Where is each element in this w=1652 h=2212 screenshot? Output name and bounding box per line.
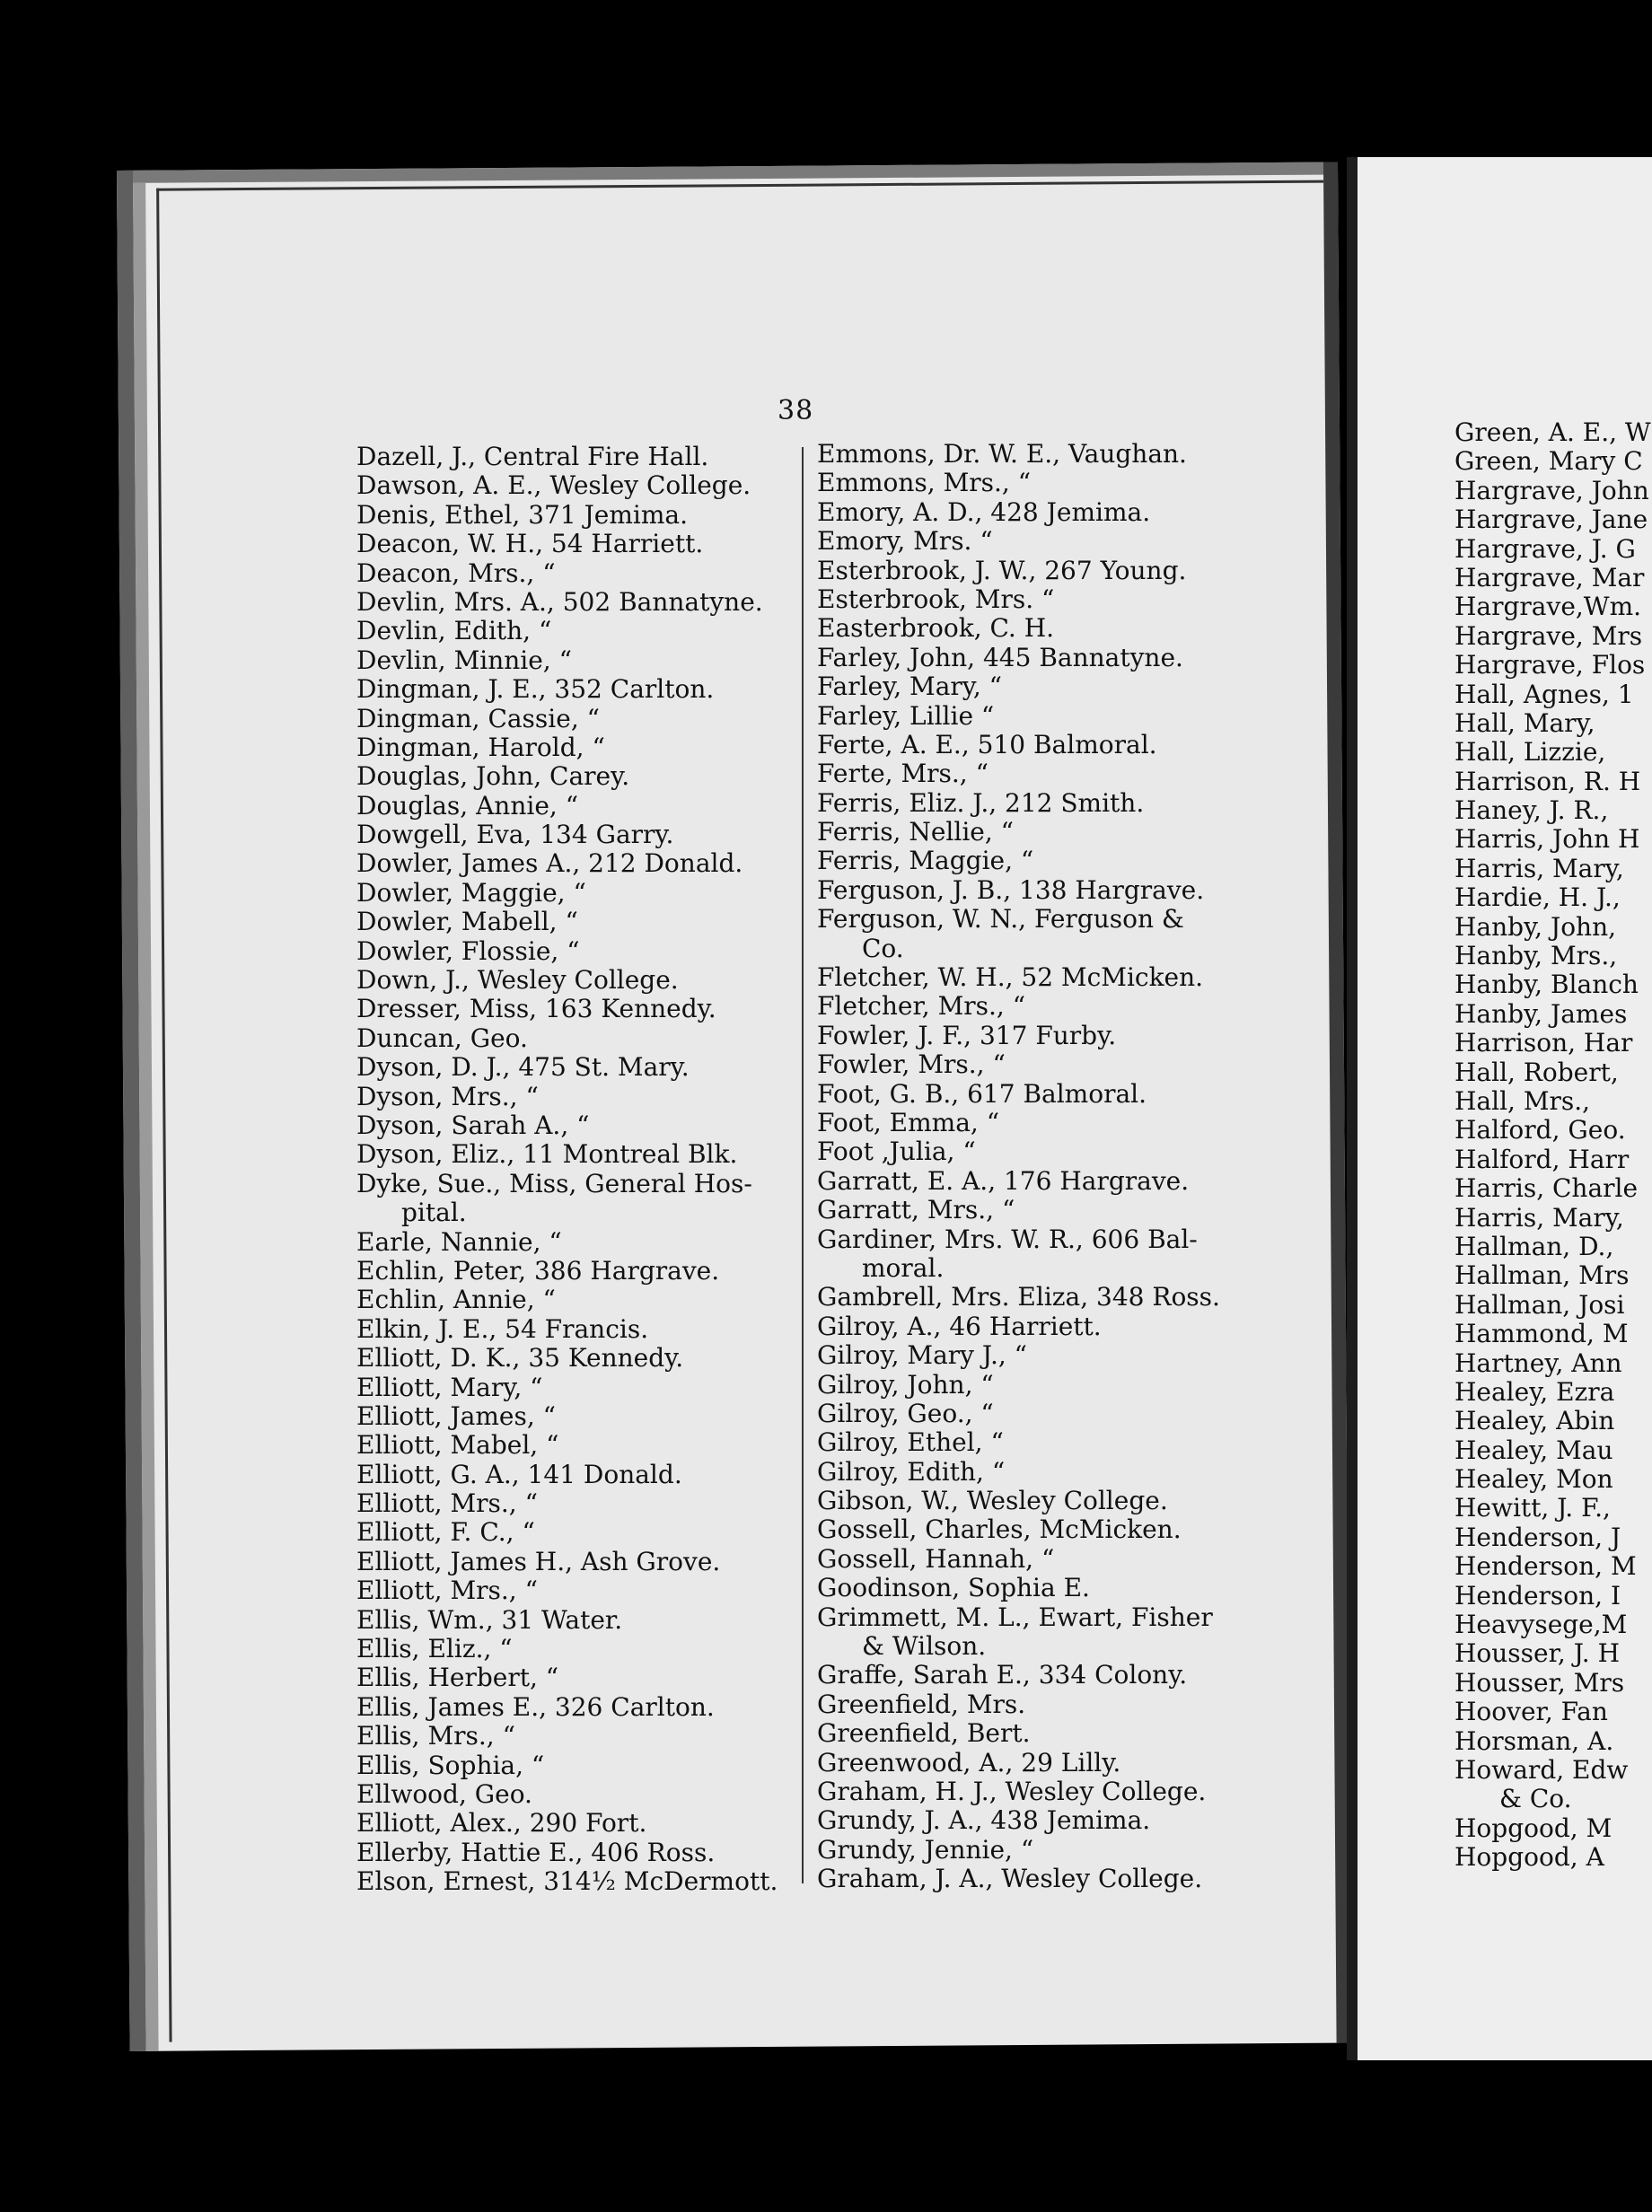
directory-entry: Fletcher, W. H., 52 McMicken.: [817, 962, 1204, 993]
directory-entry: Elliott, James H., Ash Grove.: [356, 1546, 721, 1576]
directory-entry: Duncan, Geo.: [356, 1023, 528, 1053]
directory-entry: Ferte, A. E., 510 Balmoral.: [817, 729, 1157, 759]
directory-entry: Halford, Geo.: [1454, 1115, 1626, 1146]
directory-entry: Dingman, J. E., 352 Carlton.: [356, 674, 715, 705]
directory-entry: Hargrave, John: [1454, 475, 1649, 505]
directory-entry: Hall, Mary,: [1454, 707, 1595, 738]
directory-entry: Hall, Lizzie,: [1454, 737, 1606, 768]
directory-entry: Dowgell, Eva, 134 Garry.: [356, 820, 674, 850]
directory-entry: Henderson, I: [1454, 1580, 1621, 1611]
directory-entry: Hargrave, Jane: [1454, 505, 1648, 535]
directory-entry: Greenfield, Bert.: [817, 1718, 1031, 1749]
directory-entry: Hartney, Ann: [1454, 1347, 1622, 1378]
directory-entry: Harrison, Har: [1454, 1028, 1633, 1058]
directory-entry: Elliott, Mrs., “: [356, 1576, 538, 1606]
directory-entry: Healey, Mon: [1454, 1464, 1613, 1495]
directory-entry: Healey, Mau: [1454, 1435, 1613, 1465]
directory-entry: Ellis, James E., 326 Carlton.: [356, 1691, 715, 1722]
directory-entry: Hargrave,Wm.: [1454, 592, 1642, 622]
directory-entry: Elliott, Mary, “: [356, 1372, 543, 1402]
page-number: 38: [778, 395, 814, 426]
frame-line-top: [156, 180, 1323, 191]
directory-entry: Halford, Harr: [1454, 1144, 1630, 1174]
directory-entry: Ellis, Sophia, “: [356, 1750, 545, 1780]
directory-entry: Howard, Edw: [1454, 1754, 1629, 1785]
directory-entry: Ferguson, W. N., Ferguson &: [817, 904, 1184, 935]
directory-entry: Esterbrook, J. W., 267 Young.: [817, 555, 1187, 585]
directory-entry: Echlin, Peter, 386 Hargrave.: [356, 1255, 720, 1286]
directory-entry: Hanby, Blanch: [1454, 970, 1639, 1000]
directory-entry: Dyson, Eliz., 11 Montreal Blk.: [356, 1139, 738, 1170]
directory-entry: Gardiner, Mrs. W. R., 606 Bal-: [817, 1224, 1198, 1254]
directory-entry: Farley, Mary, “: [817, 672, 1002, 702]
directory-entry: Harris, Mary,: [1454, 853, 1624, 883]
directory-entry: Dawson, A. E., Wesley College.: [356, 470, 751, 501]
right-page-edge: [1347, 157, 1358, 2060]
directory-entry: Dingman, Cassie, “: [356, 703, 600, 733]
directory-entry: Elson, Ernest, 314½ McDermott.: [356, 1866, 778, 1897]
directory-entry: Dowler, Maggie, “: [356, 877, 586, 908]
directory-entry: Green, Mary C: [1454, 446, 1643, 477]
directory-entry: Hallman, D.,: [1454, 1231, 1614, 1261]
directory-entry: Ferris, Nellie, “: [817, 817, 1014, 847]
directory-entry: Hanby, James: [1454, 998, 1628, 1029]
directory-entry: Dyson, D. J., 475 St. Mary.: [356, 1052, 690, 1083]
directory-entry: Henderson, J: [1454, 1522, 1621, 1552]
directory-entry: Goodinson, Sophia E.: [817, 1573, 1090, 1603]
directory-entry: Gossell, Charles, McMicken.: [817, 1514, 1182, 1545]
directory-entry: Hewitt, J. F.,: [1454, 1493, 1611, 1523]
directory-entry: Hallman, Mrs: [1454, 1260, 1630, 1291]
directory-entry: Elliott, G. A., 141 Donald.: [356, 1459, 682, 1489]
directory-entry: Ellis, Eliz., “: [356, 1634, 513, 1664]
directory-entry: Emory, A. D., 428 Jemima.: [817, 496, 1151, 527]
directory-entry: Elkin, J. E., 54 Francis.: [356, 1313, 649, 1344]
directory-entry: Dyson, Sarah A., “: [356, 1110, 590, 1140]
directory-entry: Garratt, E. A., 176 Hargrave.: [817, 1165, 1190, 1196]
directory-entry: Farley, John, 445 Bannatyne.: [817, 642, 1183, 672]
directory-entry: & Wilson.: [862, 1631, 987, 1662]
directory-entry: Co.: [862, 933, 904, 963]
directory-entry: & Co.: [1499, 1784, 1572, 1814]
directory-entry: Ferguson, J. B., 138 Hargrave.: [817, 874, 1205, 905]
directory-entry: Graffe, Sarah E., 334 Colony.: [817, 1660, 1188, 1690]
directory-entry: Ellis, Mrs., “: [356, 1721, 515, 1751]
directory-entry: Gilroy, John, “: [817, 1369, 994, 1400]
directory-entry: Farley, Lillie “: [817, 700, 995, 731]
directory-entry: pital.: [401, 1198, 467, 1228]
directory-entry: Earle, Nannie, “: [356, 1226, 562, 1257]
directory-entry: Foot, Emma, “: [817, 1107, 1000, 1137]
directory-entry: Greenfield, Mrs.: [817, 1689, 1026, 1719]
directory-entry: Deacon, Mrs., “: [356, 557, 556, 588]
directory-entry: Fowler, Mrs., “: [817, 1049, 1006, 1080]
directory-entry: Fowler, J. F., 317 Furby.: [817, 1020, 1117, 1050]
directory-column-left: [356, 443, 778, 1897]
directory-entry: Heavysege,M: [1454, 1610, 1628, 1640]
directory-entry: Deacon, W. H., 54 Harriett.: [356, 529, 704, 559]
directory-entry: Gilroy, Mary J., “: [817, 1340, 1027, 1371]
directory-entry: Dowler, Flossie, “: [356, 935, 580, 966]
directory-entry: Elliott, James, “: [356, 1400, 556, 1431]
directory-entry: Greenwood, A., 29 Lilly.: [817, 1747, 1121, 1778]
directory-entry: Hanby, John,: [1454, 911, 1617, 942]
directory-entry: Ferris, Maggie, “: [817, 846, 1034, 876]
directory-entry: Hoover, Fan: [1454, 1697, 1608, 1727]
directory-entry: Dingman, Harold, “: [356, 732, 605, 762]
directory-column-right: [1454, 418, 1651, 1873]
directory-entry: Green, A. E., W: [1454, 417, 1651, 447]
directory-entry: Foot ,Julia, “: [817, 1137, 976, 1167]
directory-entry: Dowler, Mabell, “: [356, 907, 578, 937]
directory-entry: Hall, Agnes, 1: [1454, 679, 1634, 709]
directory-entry: Hall, Mrs.,: [1454, 1085, 1591, 1116]
directory-entry: Elliott, Alex., 290 Fort.: [356, 1808, 647, 1839]
directory-entry: Gilroy, Geo., “: [817, 1398, 994, 1428]
directory-entry: Elliott, Mabel, “: [356, 1430, 559, 1461]
directory-column-middle: [817, 440, 1220, 1894]
directory-entry: Elliott, Mrs., “: [356, 1488, 538, 1519]
directory-entry: Douglas, John, Carey.: [356, 761, 630, 792]
directory-entry: Hopgood, A: [1454, 1842, 1604, 1873]
directory-entry: Garratt, Mrs., “: [817, 1195, 1015, 1225]
directory-entry: Devlin, Minnie, “: [356, 645, 572, 675]
directory-entry: Echlin, Annie, “: [356, 1285, 556, 1315]
directory-entry: Graham, H. J., Wesley College.: [817, 1776, 1207, 1806]
directory-entry: Hall, Robert,: [1454, 1057, 1619, 1087]
directory-entry: Hargrave, Mrs: [1454, 620, 1643, 651]
directory-entry: Emmons, Dr. W. E., Vaughan.: [817, 439, 1187, 469]
directory-entry: Henderson, M: [1454, 1551, 1637, 1582]
directory-entry: Grimmett, M. L., Ewart, Fisher: [817, 1602, 1213, 1632]
directory-entry: Healey, Ezra: [1454, 1376, 1615, 1407]
directory-entry: Gilroy, Ethel, “: [817, 1427, 1004, 1458]
directory-entry: Emory, Mrs. “: [817, 526, 993, 557]
directory-entry: Easterbrook, C. H.: [817, 613, 1055, 644]
directory-entry: Dazell, J., Central Fire Hall.: [356, 442, 709, 471]
directory-entry: Dyson, Mrs., “: [356, 1081, 539, 1111]
directory-entry: Gossell, Hannah, “: [817, 1543, 1055, 1574]
directory-entry: Gilroy, Edith, “: [817, 1456, 1006, 1487]
page-top-edge: [117, 162, 1338, 183]
directory-entry: Ellis, Wm., 31 Water.: [356, 1604, 623, 1635]
directory-entry: Hardie, H. J.,: [1454, 882, 1621, 913]
directory-entry: Hopgood, M: [1454, 1813, 1612, 1843]
directory-entry: Gilroy, A., 46 Harriett.: [817, 1311, 1102, 1341]
directory-entry: Ellerby, Hattie E., 406 Ross.: [356, 1837, 716, 1867]
directory-entry: Graham, J. A., Wesley College.: [817, 1864, 1203, 1894]
directory-entry: Ellwood, Geo.: [356, 1778, 532, 1809]
frame-line-left: [156, 189, 171, 2042]
directory-entry: Ferte, Mrs., “: [817, 759, 989, 789]
directory-entry: Grundy, Jennie, “: [817, 1834, 1034, 1865]
directory-entry: Emmons, Mrs., “: [817, 468, 1032, 498]
directory-entry: Harris, Charle: [1454, 1173, 1639, 1204]
directory-entry: Healey, Abin: [1454, 1406, 1615, 1436]
directory-entry: Denis, Ethel, 371 Jemima.: [356, 499, 689, 530]
directory-entry: Down, J., Wesley College.: [356, 965, 679, 996]
directory-entry: Harris, John H: [1454, 824, 1640, 855]
directory-entry: Gambrell, Mrs. Eliza, 348 Ross.: [817, 1282, 1220, 1312]
directory-entry: Gibson, W., Wesley College.: [817, 1486, 1168, 1516]
directory-entry: Housser, Mrs: [1454, 1667, 1625, 1698]
directory-entry: Horsman, A.: [1454, 1725, 1614, 1756]
directory-entry: Foot, G. B., 617 Balmoral.: [817, 1078, 1147, 1109]
directory-entry: Ellis, Herbert, “: [356, 1663, 559, 1693]
directory-entry: moral.: [862, 1252, 945, 1283]
directory-entry: Devlin, Edith, “: [356, 616, 552, 646]
directory-entry: Housser, J. H: [1454, 1638, 1620, 1669]
directory-entry: Fletcher, Mrs., “: [817, 991, 1026, 1022]
directory-entry: Hargrave, J. G: [1454, 533, 1636, 564]
directory-entry: Hargrave, Flos: [1454, 650, 1646, 680]
directory-entry: Hallman, Josi: [1454, 1289, 1625, 1320]
directory-entry: Harrison, R. H: [1454, 766, 1641, 796]
column-rule: [802, 447, 804, 1883]
directory-entry: Harris, Mary,: [1454, 1202, 1624, 1233]
directory-entry: Elliott, F. C., “: [356, 1517, 535, 1548]
directory-entry: Esterbrook, Mrs. “: [817, 584, 1055, 614]
directory-entry: Hanby, Mrs.,: [1454, 941, 1618, 971]
directory-entry: Devlin, Mrs. A., 502 Bannatyne.: [356, 586, 763, 617]
directory-entry: Hammond, M: [1454, 1319, 1629, 1349]
directory-entry: Dowler, James A., 212 Donald.: [356, 848, 743, 879]
directory-entry: Hargrave, Mar: [1454, 562, 1645, 592]
directory-entry: Grundy, J. A., 438 Jemima.: [817, 1805, 1151, 1836]
directory-entry: Dyke, Sue., Miss, General Hos-: [356, 1168, 752, 1198]
directory-entry: Elliott, D. K., 35 Kennedy.: [356, 1343, 684, 1374]
directory-entry: Dresser, Miss, 163 Kennedy.: [356, 994, 716, 1024]
directory-entry: Douglas, Annie, “: [356, 790, 579, 821]
directory-entry: Haney, J. R.,: [1454, 795, 1609, 826]
directory-entry: Ferris, Eliz. J., 212 Smith.: [817, 787, 1145, 818]
